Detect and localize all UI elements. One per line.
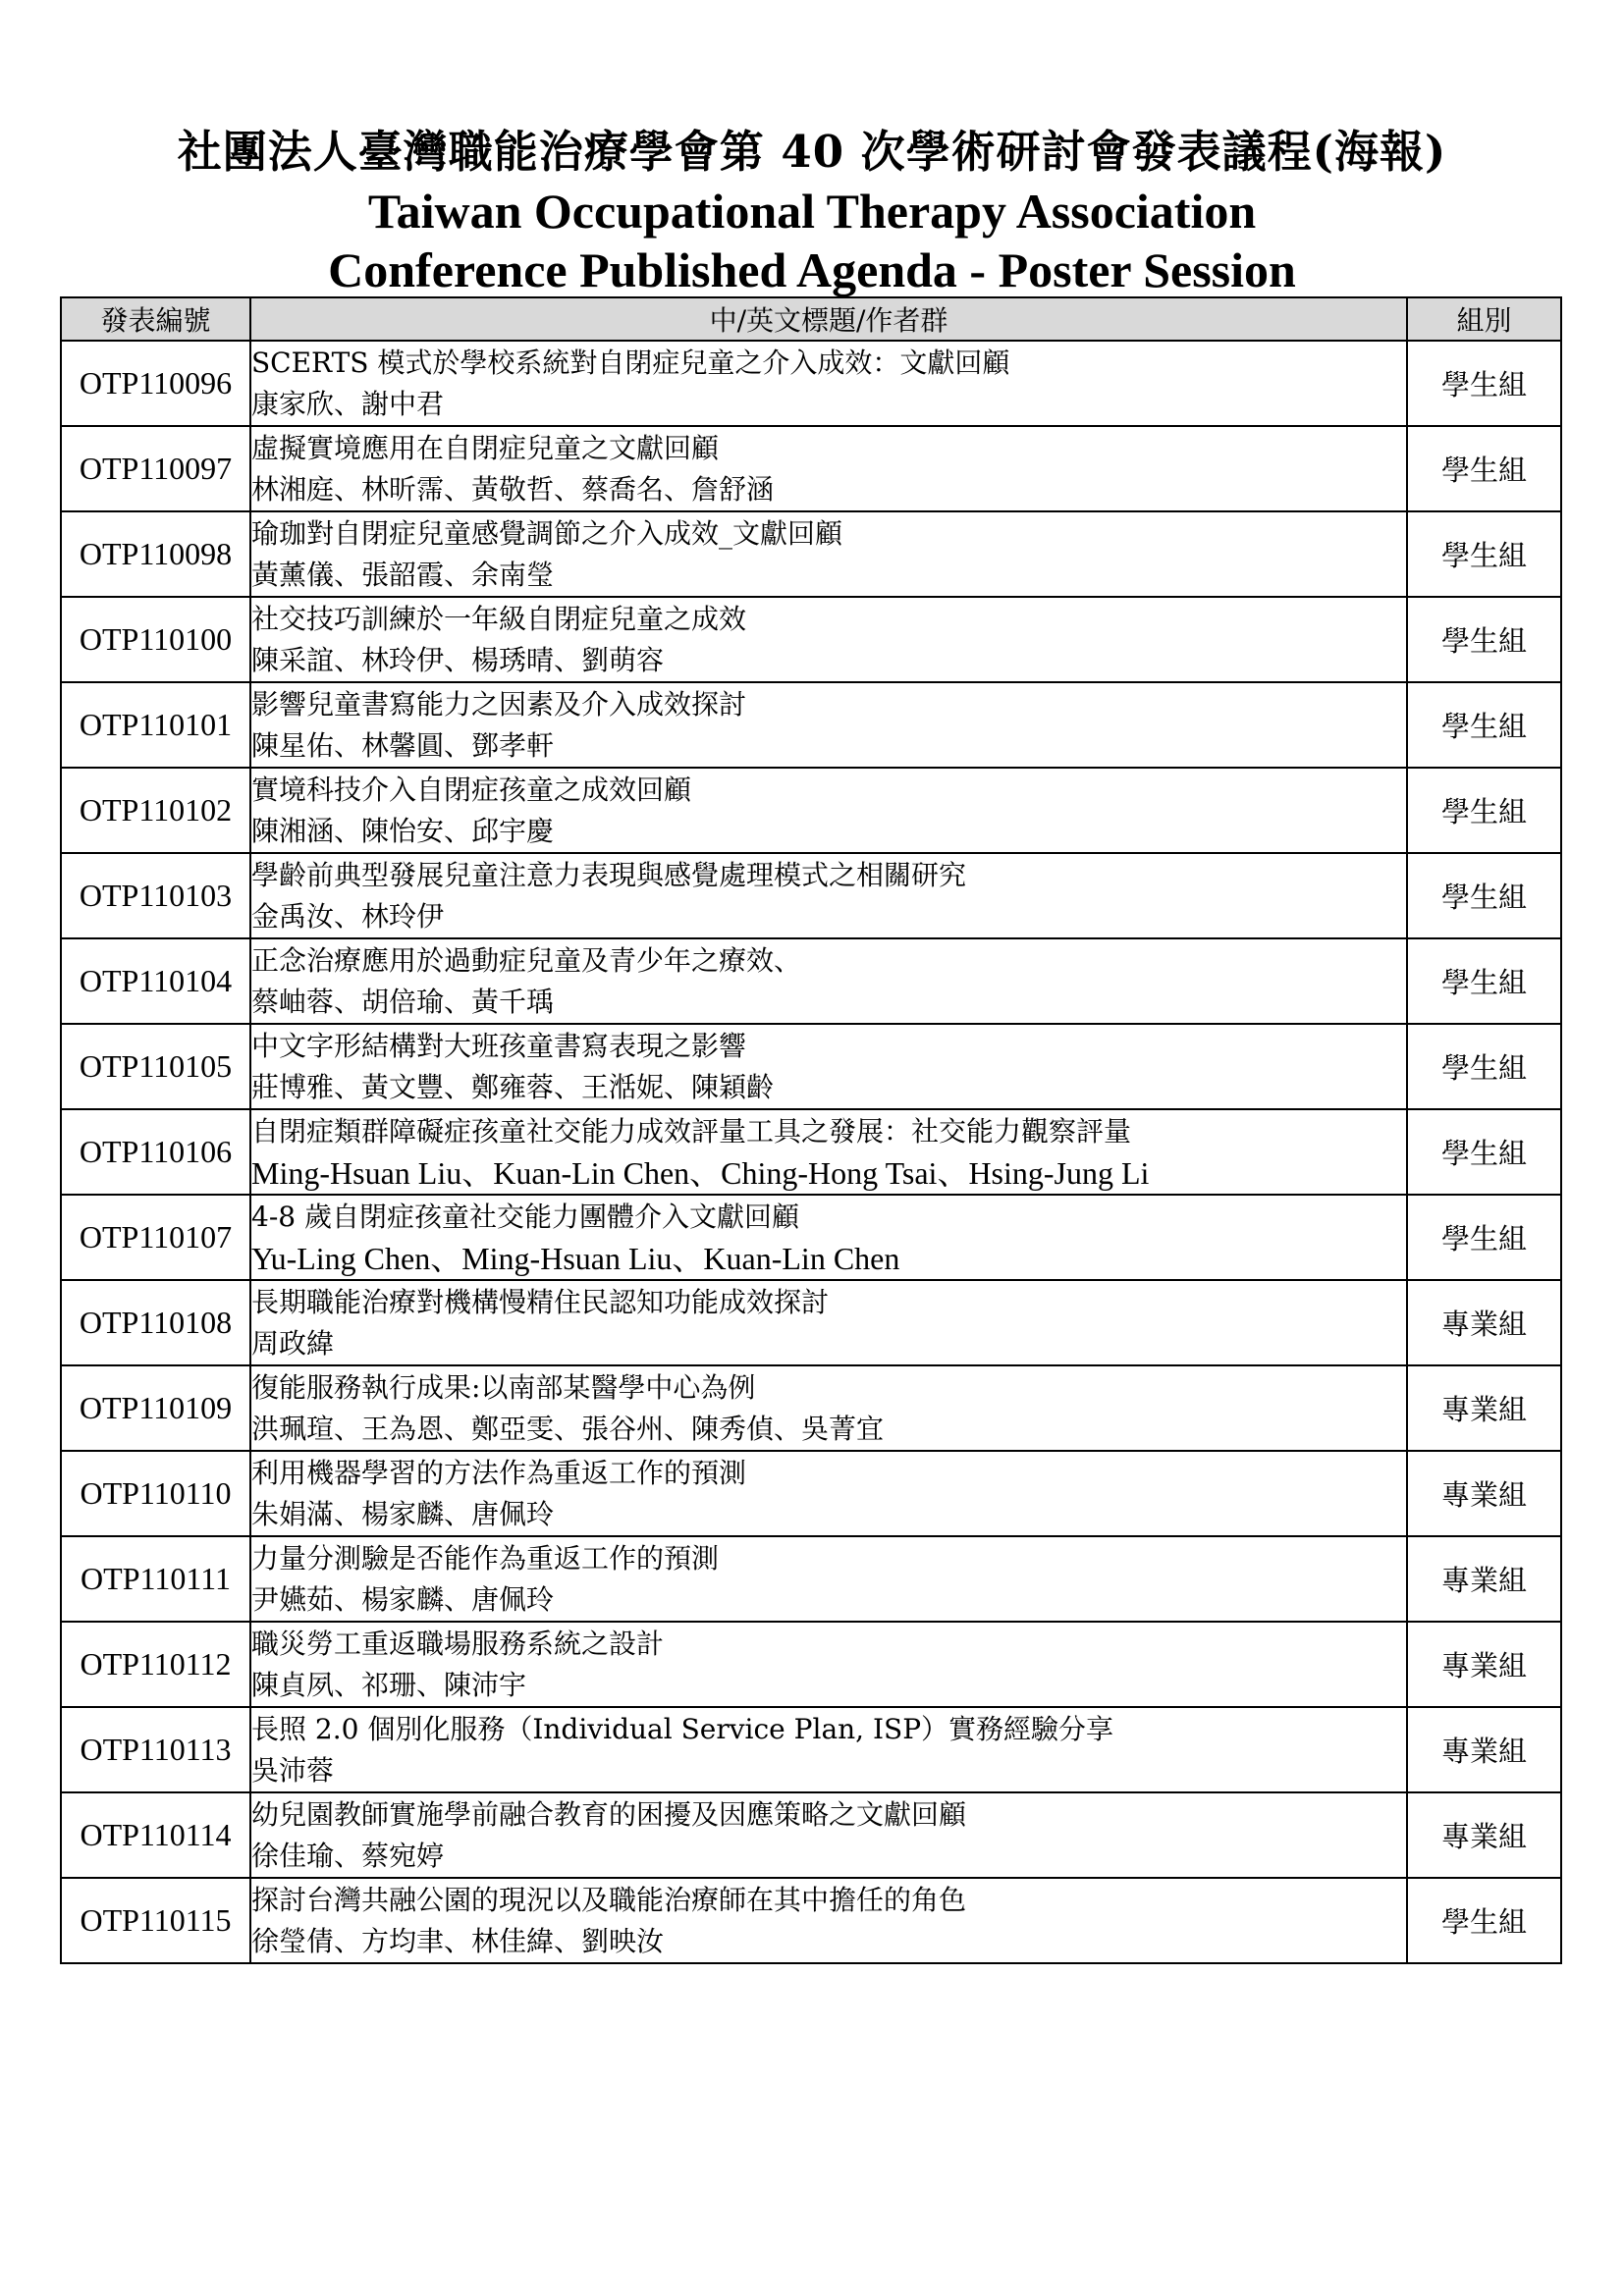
poster-authors: 吳沛蓉 [251,1753,335,1787]
poster-id-cell: OTP110102 [61,768,250,853]
table-row [61,1792,1561,1878]
poster-title-cell [250,682,1407,768]
poster-title-cell [250,853,1407,938]
poster-title: 實境科技介入自閉症孩童之成效回顧 [251,773,692,806]
poster-authors: 陳湘涵、陳怡安、邱宇慶 [251,814,555,847]
poster-authors: Ming-Hsuan Liu、Kuan-Lin Chen、Ching-Hong Tsai、Hsing-Jung Li [251,1154,1150,1191]
poster-title-cell [250,426,1407,511]
poster-title-cell [250,1622,1407,1707]
poster-authors: 朱娟滿、楊家麟、唐佩玲 [251,1497,555,1530]
poster-authors: 蔡岫蓉、胡倍瑜、黃千瑀 [251,985,555,1018]
poster-group-cell: 專業組 [1407,1536,1561,1622]
poster-title-cell [250,1195,1407,1280]
table-body [61,341,1561,1963]
poster-title: 探討台灣共融公園的現況以及職能治療師在其中擔任的角色 [251,1883,967,1916]
poster-group-cell: 學生組 [1407,1195,1561,1280]
poster-id-cell: OTP110105 [61,1024,250,1109]
poster-title-cell [250,1365,1407,1451]
table-row [61,1622,1561,1707]
table-row [61,938,1561,1024]
poster-id-cell: OTP110115 [61,1878,250,1963]
poster-title: 利用機器學習的方法作為重返工作的預測 [251,1456,747,1489]
poster-title: 復能服務執行成果:以南部某醫學中心為例 [251,1370,756,1404]
poster-group-cell: 學生組 [1407,1109,1561,1195]
table-row [61,1195,1561,1280]
poster-title-cell [250,1878,1407,1963]
poster-group-cell: 學生組 [1407,341,1561,426]
poster-title: 力量分測驗是否能作為重返工作的預測 [251,1541,720,1575]
poster-title-cell [250,1024,1407,1109]
poster-authors: 洪珮瑄、王為恩、鄭亞雯、張谷州、陳秀偵、吳菁宜 [251,1412,885,1445]
page-title-chinese: 社團法人臺灣職能治療學會第 40 次學術研討會發表議程(海報) [177,126,1447,178]
poster-title-cell [250,938,1407,1024]
poster-title: 職災勞工重返職場服務系統之設計 [251,1627,665,1660]
page-header [0,123,1624,299]
poster-title-cell [250,1280,1407,1365]
poster-authors: 陳星佑、林馨圓、鄧孝軒 [251,728,555,762]
table-row [61,768,1561,853]
table-row [61,1109,1561,1195]
poster-id-cell: OTP110101 [61,682,250,768]
table-row [61,1024,1561,1109]
table-row [61,426,1561,511]
table-row [61,597,1561,682]
poster-title: 長期職能治療對機構慢精住民認知功能成效探討 [251,1285,830,1318]
poster-id-cell: OTP110096 [61,341,250,426]
table-row [61,341,1561,426]
poster-title: 4-8 歲自閉症孩童社交能力團體介入文獻回顧 [251,1200,799,1233]
poster-agenda-table [60,296,1562,1964]
poster-title-cell [250,597,1407,682]
poster-authors: 尹嬿茹、楊家麟、唐佩玲 [251,1582,555,1616]
poster-title-cell [250,1536,1407,1622]
poster-group-cell: 專業組 [1407,1622,1561,1707]
poster-authors: 林湘庭、林昕霈、黃敬哲、蔡喬名、詹舒涵 [251,472,775,506]
poster-authors: 陳采誼、林玲伊、楊琇晴、劉萌容 [251,643,665,676]
poster-group-cell: 學生組 [1407,511,1561,597]
poster-authors: 周政緯 [251,1326,335,1360]
poster-authors: 徐佳瑜、蔡宛婷 [251,1839,445,1872]
poster-group-cell: 學生組 [1407,426,1561,511]
poster-authors: 黃薰儀、張韶霞、余南瑩 [251,558,555,591]
poster-title: 幼兒園教師實施學前融合教育的困擾及因應策略之文獻回顧 [251,1797,967,1831]
poster-group-cell: 學生組 [1407,938,1561,1024]
poster-id-cell: OTP110098 [61,511,250,597]
poster-group-cell: 學生組 [1407,853,1561,938]
poster-title: 社交技巧訓練於一年級自閉症兒童之成效 [251,602,747,635]
table-row [61,853,1561,938]
table-row [61,682,1561,768]
poster-authors: 徐瑩倩、方均聿、林佳緯、劉映汝 [251,1924,665,1957]
poster-group-cell: 學生組 [1407,597,1561,682]
poster-authors: 陳貞夙、祁珊、陳沛宇 [251,1668,527,1701]
poster-id-cell: OTP110104 [61,938,250,1024]
poster-title: 影響兒童書寫能力之因素及介入成效探討 [251,687,747,721]
poster-group-cell: 學生組 [1407,682,1561,768]
poster-group-cell: 專業組 [1407,1792,1561,1878]
poster-id-cell: OTP110112 [61,1622,250,1707]
poster-authors: 金禹汝、林玲伊 [251,899,445,933]
table-row [61,1365,1561,1451]
poster-id-cell: OTP110114 [61,1792,250,1878]
table-row [61,1280,1561,1365]
page-title-english-line2: Conference Published Agenda - Poster Session [328,242,1296,297]
poster-title: 正念治療應用於過動症兒童及青少年之療效、 [251,943,802,977]
poster-id-cell: OTP110097 [61,426,250,511]
poster-group-cell: 專業組 [1407,1451,1561,1536]
poster-title-cell [250,1792,1407,1878]
poster-id-cell: OTP110111 [61,1536,250,1622]
table-row [61,511,1561,597]
poster-title: 中文字形結構對大班孩童書寫表現之影響 [251,1029,747,1062]
table-row [61,1536,1561,1622]
poster-title: SCERTS 模式於學校系統對自閉症兒童之介入成效：文獻回顧 [251,346,1010,379]
poster-id-cell: OTP110100 [61,597,250,682]
poster-title-cell [250,1451,1407,1536]
poster-id-cell: OTP110110 [61,1451,250,1536]
poster-id-cell: OTP110103 [61,853,250,938]
column-header-id: 發表編號 [61,297,250,341]
poster-id-cell: OTP110108 [61,1280,250,1365]
poster-group-cell: 學生組 [1407,1024,1561,1109]
poster-group-cell: 學生組 [1407,1878,1561,1963]
table-row [61,1878,1561,1963]
poster-id-cell: OTP110109 [61,1365,250,1451]
poster-title: 學齡前典型發展兒童注意力表現與感覺處理模式之相關研究 [251,858,967,891]
poster-title-cell [250,768,1407,853]
poster-title: 自閉症類群障礙症孩童社交能力成效評量工具之發展：社交能力觀察評量 [251,1114,1132,1148]
poster-group-cell: 學生組 [1407,768,1561,853]
poster-group-cell: 專業組 [1407,1280,1561,1365]
poster-title-cell [250,341,1407,426]
column-header-title: 中/英文標題/作者群 [250,297,1407,341]
poster-authors: 莊博雅、黃文豐、鄭雍蓉、王湉妮、陳穎齡 [251,1070,775,1103]
table-row [61,1707,1561,1792]
table-row [61,1451,1561,1536]
page-title-english-line1: Taiwan Occupational Therapy Association [367,184,1257,239]
poster-title-cell [250,1707,1407,1792]
poster-title: 長照 2.0 個別化服務（Individual Service Plan, ISP）實務經驗分享 [251,1712,1114,1745]
poster-title-cell [250,1109,1407,1195]
column-header-group: 組別 [1407,297,1561,341]
table-header-row [61,297,1561,341]
poster-title-cell [250,511,1407,597]
poster-authors: 康家欣、謝中君 [251,387,445,420]
poster-id-cell: OTP110106 [61,1109,250,1195]
poster-group-cell: 專業組 [1407,1365,1561,1451]
poster-id-cell: OTP110107 [61,1195,250,1280]
poster-authors: Yu-Ling Chen、Ming-Hsuan Liu、Kuan-Lin Chen [251,1240,900,1276]
poster-title: 瑜珈對自閉症兒童感覺調節之介入成效_文獻回顧 [251,516,843,550]
poster-title: 虛擬實境應用在自閉症兒童之文獻回顧 [251,431,720,464]
poster-group-cell: 專業組 [1407,1707,1561,1792]
poster-id-cell: OTP110113 [61,1707,250,1792]
